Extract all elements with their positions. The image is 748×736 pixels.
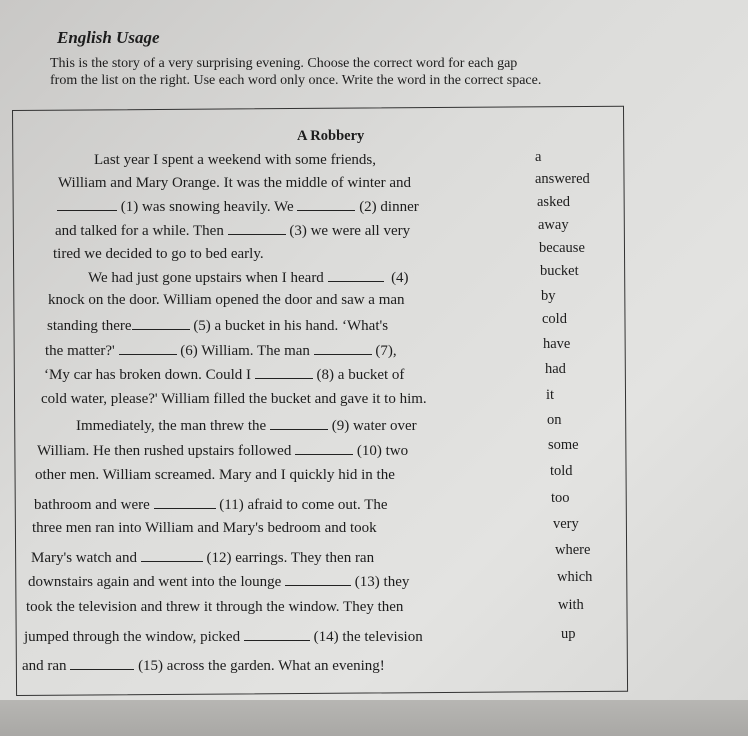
story-line: bathroom and were (11) afraid to come out. The: [34, 497, 388, 513]
gap-9[interactable]: [270, 417, 328, 430]
gap-13[interactable]: [285, 573, 351, 586]
story-line: cold water, please?' William filled the bucket and gave it to him.: [41, 391, 427, 407]
word-list-item: answered: [535, 171, 590, 187]
instructions-line-1: This is the story of a very surprising evening. Choose the correct word for each gap: [50, 56, 518, 71]
story-line: (1) was snowing heavily. We (2) dinner: [57, 198, 419, 216]
word-list-item: too: [551, 490, 570, 506]
instructions: [50, 55, 670, 89]
gap-2[interactable]: [297, 198, 355, 211]
word-list-item: where: [555, 542, 591, 558]
story-line: jumped through the window, picked (14) the television: [24, 629, 423, 645]
word-list-item: with: [558, 597, 584, 613]
story-line: standing there (5) a bucket in his hand. ‘What's: [47, 318, 389, 334]
word-list-item: had: [545, 361, 566, 377]
story-line: ‘My car has broken down. Could I (8) a bucket of: [44, 367, 405, 383]
word-list-item: have: [543, 336, 571, 352]
word-list-item: on: [547, 412, 562, 428]
word-list-item: some: [548, 437, 579, 453]
word-list-item: very: [553, 516, 579, 532]
story-line: William. He then rushed upstairs followed (10) two: [37, 443, 409, 459]
gap-11[interactable]: [154, 496, 216, 509]
table-surface: [0, 700, 748, 736]
gap-15[interactable]: [70, 657, 134, 670]
word-list-item: asked: [537, 194, 571, 210]
instructions-line-2: from the list on the right. Use each word only once. Write the word in the correct space.: [50, 73, 542, 88]
word-list-item: away: [538, 217, 569, 233]
gap-6[interactable]: [119, 342, 177, 355]
gap-4[interactable]: [328, 269, 384, 282]
gap-8[interactable]: [255, 366, 313, 379]
story-line: downstairs again and went into the lounge (13) they: [28, 574, 410, 590]
gap-14[interactable]: [244, 628, 310, 641]
story-line: other men. William screamed. Mary and I quickly hid in the: [35, 467, 395, 483]
story-title: A Robbery: [297, 128, 365, 144]
word-list-item: which: [557, 569, 593, 585]
story-line: took the television and threw it through the window. They then: [26, 599, 404, 615]
story-line: and ran (15) across the garden. What an evening!: [22, 658, 385, 674]
word-list-item: cold: [542, 311, 567, 327]
word-list-item: told: [550, 463, 573, 479]
story-line: Immediately, the man threw the (9) water over: [76, 418, 417, 434]
gap-12[interactable]: [141, 549, 203, 562]
gap-3[interactable]: [228, 222, 286, 235]
story-line: three men ran into William and Mary's bedroom and took: [32, 520, 377, 536]
gap-5[interactable]: [132, 317, 190, 330]
page-title: English Usage: [57, 28, 160, 47]
story-line: knock on the door. William opened the door and saw a man: [48, 292, 405, 308]
story-line: We had just gone upstairs when I heard (4): [88, 270, 409, 286]
gap-10[interactable]: [295, 442, 353, 455]
word-list-item: up: [561, 626, 576, 642]
word-list-item: a: [535, 149, 542, 165]
story-line: William and Mary Orange. It was the middle of winter and: [58, 175, 412, 191]
word-list-item: by: [541, 288, 556, 304]
gap-7[interactable]: [314, 342, 372, 355]
word-list-item: it: [546, 387, 555, 403]
story-line: and talked for a while. Then (3) we were all very: [55, 223, 411, 239]
word-list-item: because: [539, 240, 585, 256]
story-line: the matter?' (6) William. The man (7),: [45, 343, 397, 359]
story-line: Last year I spent a weekend with some friends,: [94, 152, 376, 168]
story-line: tired we decided to go to bed early.: [53, 246, 264, 262]
word-list-item: bucket: [540, 263, 579, 279]
story-line: Mary's watch and (12) earrings. They then ran: [31, 550, 375, 566]
